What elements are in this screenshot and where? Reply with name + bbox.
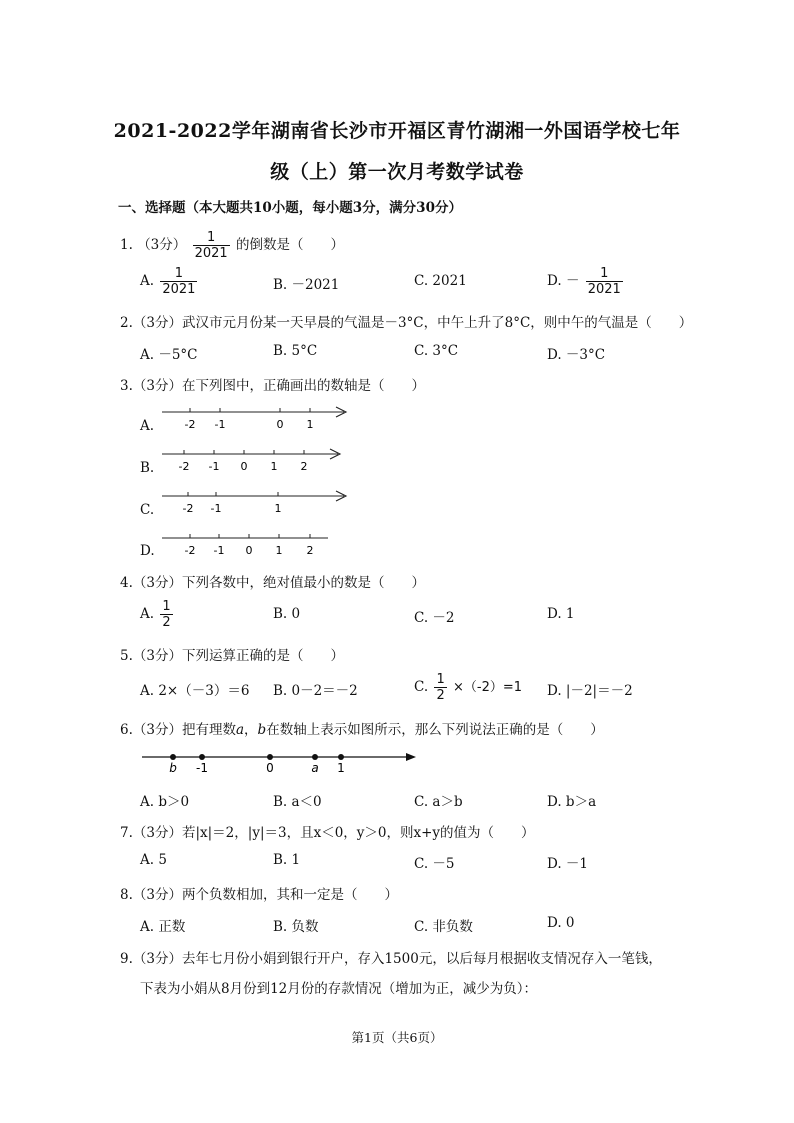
q8-option-c: C. 非负数 <box>414 919 473 935</box>
q5-c-rest: ×（-2）=1 <box>453 680 523 695</box>
q4-a-den: 2 <box>162 615 171 630</box>
q4-option-c: C. －2 <box>414 610 455 626</box>
question-2: 2.（3分）武汉市元月份某一天早晨的气温是－3°C，中午上升了8°C，则中午的气温是（ ） <box>120 315 693 331</box>
tick-label: -2 <box>184 418 196 431</box>
q6-sep: ， <box>244 722 258 738</box>
question-7: 7.（3分）若|x|＝2，|y|＝3，且x＜0，y＞0，则x+y的值为（ ） <box>120 825 535 841</box>
q7-option-a: A. 5 <box>140 852 167 868</box>
point-b <box>170 754 176 760</box>
point-1 <box>338 754 344 760</box>
exam-title-line2: 级（上）第一次月考数学试卷 <box>270 161 524 183</box>
point-0 <box>267 754 273 760</box>
question-8: 8.（3分）两个负数相加，其和一定是（ ） <box>120 887 398 903</box>
q5-c-label: C. <box>414 679 429 695</box>
tick-label: 0 <box>245 544 253 557</box>
question-9-line1: 9.（3分）去年七月份小娟到银行开户，存入1500元，以后每月根据收支情况存入一笔钱， <box>120 951 662 967</box>
label-b: b <box>169 761 177 775</box>
tick-label: -2 <box>184 544 196 557</box>
label-1: 1 <box>337 761 345 775</box>
q4-a-num: 1 <box>162 599 171 614</box>
q3-option-a-label: A. <box>140 418 155 434</box>
q1-d-num: 1 <box>586 266 623 282</box>
tick-label: -1 <box>213 544 225 557</box>
q3-option-b-label: B. <box>140 460 155 476</box>
q1-d-sign: － <box>565 273 580 289</box>
q1-d-fraction <box>586 266 623 297</box>
q1-a-den: 2021 <box>162 282 196 297</box>
q7-option-d: D. －1 <box>547 856 589 872</box>
q8-option-a: A. 正数 <box>140 919 186 935</box>
q1-fraction <box>193 230 230 261</box>
tick-label: 2 <box>306 544 314 557</box>
q1-score: （3分） <box>137 237 187 253</box>
tick-label: 0 <box>240 460 248 473</box>
question-5: 5.（3分）下列运算正确的是（ ） <box>120 648 344 664</box>
q1-option-c: C. 2021 <box>414 273 467 289</box>
q1-option-b: B. －2021 <box>273 277 340 293</box>
question-4: 4.（3分）下列各数中，绝对值最小的数是（ ） <box>120 575 425 591</box>
q1-a-num: 1 <box>160 266 197 282</box>
q6-option-d: D. b＞a <box>547 794 597 810</box>
q2-option-b: B. 5°C <box>273 343 318 359</box>
question-6 <box>120 718 604 738</box>
q2-option-c: C. 3°C <box>414 343 459 359</box>
q1-a-fraction <box>160 266 197 297</box>
page-footer: 第1页（共6页） <box>351 1030 443 1045</box>
section-heading: 一、选择题（本大题共10小题，每小题3分，满分30分） <box>118 200 462 216</box>
q4-option-a <box>140 599 175 630</box>
question-1 <box>120 230 344 261</box>
q8-option-d: D. 0 <box>547 915 575 931</box>
tick-label: 1 <box>275 544 283 557</box>
q7-option-b: B. 1 <box>273 852 301 868</box>
q1-d-label: D. <box>547 273 562 289</box>
q1-d-den: 2021 <box>587 282 621 297</box>
tick-label: -1 <box>210 502 222 515</box>
q1-text: 的倒数是（ ） <box>235 237 344 253</box>
q3-axis-a <box>160 402 360 434</box>
tick-label: -1 <box>214 418 226 431</box>
q4-a-label: A. <box>140 606 155 622</box>
question-3: 3.（3分）在下列图中，正确画出的数轴是（ ） <box>120 378 425 394</box>
label-a: a <box>311 761 319 775</box>
label-minus-1: -1 <box>196 761 208 775</box>
tick-label: -2 <box>182 502 194 515</box>
exam-title-line1: 2021-2022学年湖南省长沙市开福区青竹湖湘一外国语学校七年 <box>113 120 681 142</box>
q3-option-d-label: D. <box>140 543 155 559</box>
tick-label: 2 <box>300 460 308 473</box>
tick-label: 1 <box>306 418 314 431</box>
q1-number: 1. <box>120 237 133 253</box>
q5-option-a: A. 2×（－3）＝6 <box>140 683 250 699</box>
q6-option-b: B. a＜0 <box>273 794 322 810</box>
q1-frac-den: 2021 <box>194 246 228 261</box>
q1-option-d <box>547 266 625 297</box>
q6-pre: 6.（3分）把有理数 <box>120 722 236 738</box>
q6-post: 在数轴上表示如图所示，那么下列说法正确的是（ ） <box>266 722 604 738</box>
q5-c-den: 2 <box>436 688 445 703</box>
q1-option-a <box>140 266 199 297</box>
q6-number-line <box>140 748 420 778</box>
tick-label: -2 <box>178 460 190 473</box>
q1-frac-num: 1 <box>193 230 230 246</box>
q2-option-a: A. －5°C <box>140 347 198 363</box>
q4-a-fraction <box>160 599 172 630</box>
q6-var-b: b <box>257 722 267 738</box>
q6-option-a: A. b＞0 <box>140 794 190 810</box>
point-a <box>312 754 318 760</box>
q3-axis-d <box>160 528 335 560</box>
q5-c-fraction <box>434 672 446 703</box>
q3-axis-b <box>160 444 350 476</box>
point-minus-1 <box>199 754 205 760</box>
q7-option-c: C. －5 <box>414 856 455 872</box>
tick-label: -1 <box>208 460 220 473</box>
q8-option-b: B. 负数 <box>273 919 319 935</box>
tick-label: 0 <box>276 418 284 431</box>
axis-arrow <box>406 753 416 761</box>
q6-var-a: a <box>235 722 245 738</box>
q3-option-c-label: C. <box>140 502 155 518</box>
q5-c-num: 1 <box>436 672 445 687</box>
q1-a-label: A. <box>140 273 155 289</box>
tick-label: 1 <box>274 502 282 515</box>
q5-option-c <box>414 672 522 703</box>
question-9-line2: 下表为小娟从8月份到12月份的存款情况（增加为正，减少为负）： <box>140 981 538 997</box>
tick-label: 1 <box>270 460 278 473</box>
q2-option-d: D. －3°C <box>547 347 606 363</box>
q4-option-b: B. 0 <box>273 606 301 622</box>
q5-option-b: B. 0－2＝－2 <box>273 683 358 699</box>
q5-option-d: D. |－2|＝－2 <box>547 683 633 699</box>
q3-axis-c <box>160 486 360 518</box>
q4-option-d: D. 1 <box>547 606 575 622</box>
q6-option-c: C. a＞b <box>414 794 463 810</box>
label-0: 0 <box>266 761 274 775</box>
